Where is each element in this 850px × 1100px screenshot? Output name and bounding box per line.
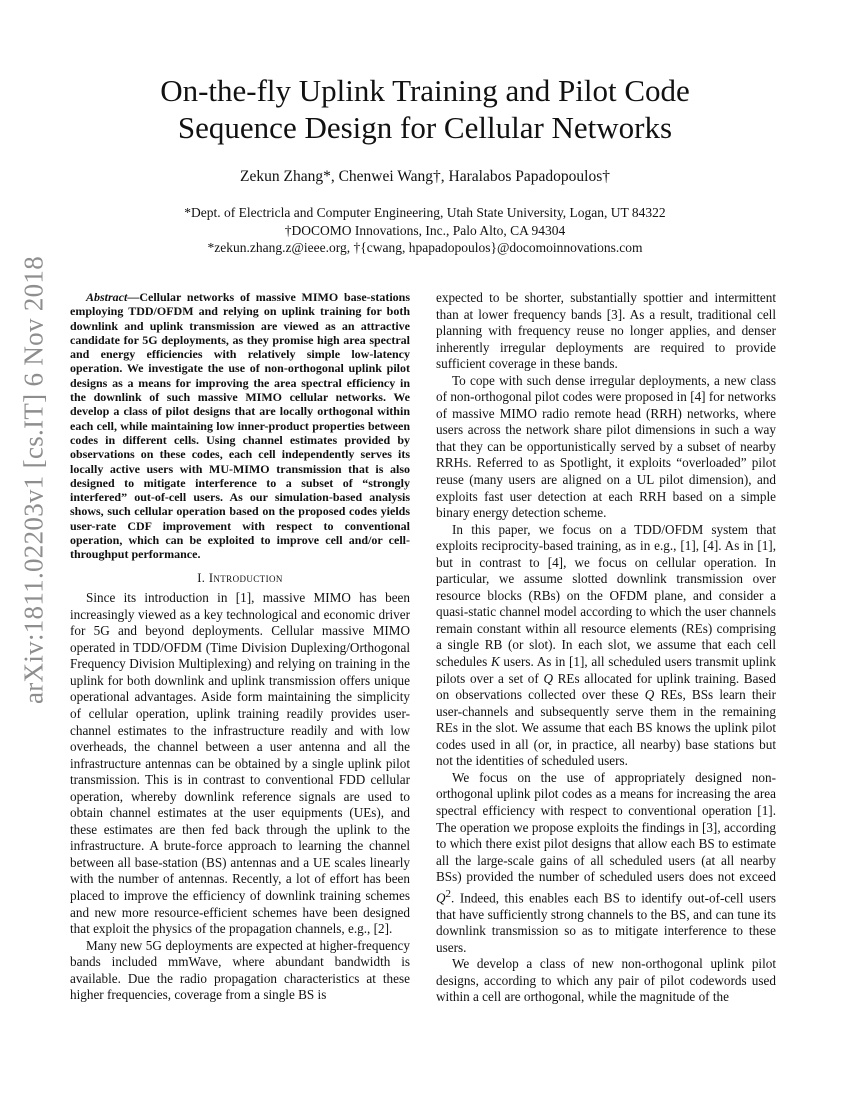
abstract-text: —Cellular networks of massive MIMO base-stations employing TDD/OFDM and relying on uplink training for both downlink and uplink transmission are viewed as an attractive candidate for 5G deployments, as they promise high area spectral and energy efficiencies with relatively simple low-latency operation. We investigate the use of non-orthogonal uplink pilot designs as a means for improving the area spectral efficiency in the downlink of such massive MIMO cellular networks. We develop a class of pilot designs that are locally orthogonal within each cell, while maintaining low inner-product properties between codes in different cells. Using channel estimates provided by observations on these codes, each cell independently serves its locally active users with MU-MIMO transmission that is also designed to mitigate interference to a subset of “strongly interfered” out-of-cell users. As our simulation-based analysis shows, such cellular operation based on the proposed codes yields user-rate CDF improvement with respect to conventional operation, which can be exploited to improve cell and/or cell-throughput performance. xyxy=(70,290,410,562)
left-column xyxy=(70,290,410,1004)
intro-paragraph-1: Since its introduction in [1], massive MIMO has been increasingly viewed as a key technological and economic driver for 5G and beyond deployments. Cellular massive MIMO operated in TDD/OFDM (Time Division Duplexing/Orthogonal Frequency Division Multiplexing) and relying on training in the uplink for both downlink and uplink transmission offers unique operational advantages. Aside form maintaining the simplicity of cellular operation, uplink training readily provides user-channel estimates to the infrastructure readily and with low overheads, the channel between a user antenna and all the infrastructure antennas can be obtained by a single uplink pilot transmission. This is in contrast to conventional FDD cellular operation, whereby downlink reference signals are used to obtain channel estimates at the user equipments (UEs), and these estimates are then fed back through the uplink to the infrastructure. A brute-force approach to learning the channel between all base-station (BS) antennas and a UE scales linearly with the number of antennas. Recently, a lot of effort has been placed to improve the efficiency of downlink training schemes and new more resource-efficient schemes have been designed that exploit the physics of the propagation channels, e.g., [2]. xyxy=(70,590,410,937)
math-superscript: 2 xyxy=(445,887,452,900)
intro-paragraph-2-continued: expected to be shorter, substantially spottier and intermittent than at lower frequency bands [3]. As a result, traditional cell planning with frequency reuse no longer applies, and denser inherently irregular deployments are required to provide sufficient coverage in these bands. xyxy=(436,290,776,372)
title-line-1: On-the-fly Uplink Training and Pilot Code xyxy=(160,73,690,108)
section-heading-introduction: I. Introduction xyxy=(197,570,283,585)
arxiv-identifier-text: arXiv:1811.02203v1 [cs.IT] 6 Nov 2018 xyxy=(18,255,49,705)
text-run: . Indeed, this enables each BS to identify out-of-cell users that have sufficiently strong channels to the BS, and can tune its downlink transmission so as to mitigate interference to these users. xyxy=(436,890,776,955)
intro-paragraph-focus xyxy=(436,770,776,956)
abstract xyxy=(70,290,410,562)
intro-paragraph-spotlight: To cope with such dense irregular deployments, a new class of non-orthogonal pilot codes were proposed in [4] for networks of massive MIMO radio remote head (RRH) networks, where users across the network share pilot dimensions in such a way that they can be opportunistically served by a subset of nearby RRHs. Referred to as Spotlight, it exploits “overloaded” pilot reuse (many users are aligned on a UL pilot dimension), and exploits fast user detection at each RRH based on a simple binary energy detection scheme. xyxy=(436,372,776,521)
text-run: users. As in [1], all scheduled users transmit uplink pilots over a set of xyxy=(436,654,776,686)
math-var-q: Q xyxy=(543,670,553,686)
math-var-k: K xyxy=(490,654,500,670)
intro-paragraph-develop: We develop a class of new non-orthogonal uplink pilot designs, according to which any pair of pilot codewords used within a cell are orthogonal, while the magnitude of the xyxy=(436,956,776,1005)
affiliation-docomo: †DOCOMO Innovations, Inc., Palo Alto, CA 94304 xyxy=(284,222,566,238)
title-line-2: Sequence Design for Cellular Networks xyxy=(177,110,673,145)
affiliation-usu: *Dept. of Electricla and Computer Engineering, Utah State University, Logan, UT 84322 xyxy=(184,205,666,220)
paper-title xyxy=(80,72,770,146)
text-run: In this paper, we focus on a TDD/OFDM system that exploits reciprocity-based training, as in e.g., [1], [4]. As in [1], but in contrast to [4], we focus on cellular operation. In particular, we assume slotted downlink transmission over resource blocks (RBs) on the OFDM plane, and consider a quasi-static channel model according to which the user channels remain constant within all resource elements (REs) comprising a single RB (or slot). In each slot, we assume that each cell schedules xyxy=(436,521,776,670)
arxiv-identifier xyxy=(14,255,54,705)
author-list: Zekun Zhang*, Chenwei Wang†, Haralabos Papadopoulos† xyxy=(240,168,610,185)
abstract-label: Abstract xyxy=(86,290,128,304)
intro-paragraph-2: Many new 5G deployments are expected at higher-frequency bands included mmWave, where abundant bandwidth is available. Due the radio propagation characteristics at these higher frequencies, coverage from a single BS is xyxy=(70,937,410,1003)
text-run: We focus on the use of appropriately designed non-orthogonal uplink pilot codes as a means for increasing the area spectral efficiency with respect to conventional operation [1]. The operation we propose exploits the findings in [3], according to which there exist pilot designs that allow each BS to estimate all the large-scale gains of all scheduled users (at all nearby BSs) provided the number of scheduled users does not exceed xyxy=(436,769,776,885)
text-run: REs allocated for uplink training. Based on observations collected over these xyxy=(436,670,777,703)
text-run: REs, BSs learn their user-channels and subsequently serve them in the remaining REs in the slot. We assume that each BS knows the uplink pilot codes used in all (or, in practice, all nearby) base stations but not the identities of scheduled users. xyxy=(436,687,776,769)
affiliations xyxy=(80,204,770,257)
math-var-q: Q xyxy=(436,890,446,906)
right-column xyxy=(436,290,776,1006)
author-emails: *zekun.zhang.z@ieee.org, †{cwang, hpapadopoulos}@docomoinnovations.com xyxy=(207,240,643,255)
intro-paragraph-this-paper xyxy=(436,522,776,770)
math-var-q: Q xyxy=(644,687,655,703)
